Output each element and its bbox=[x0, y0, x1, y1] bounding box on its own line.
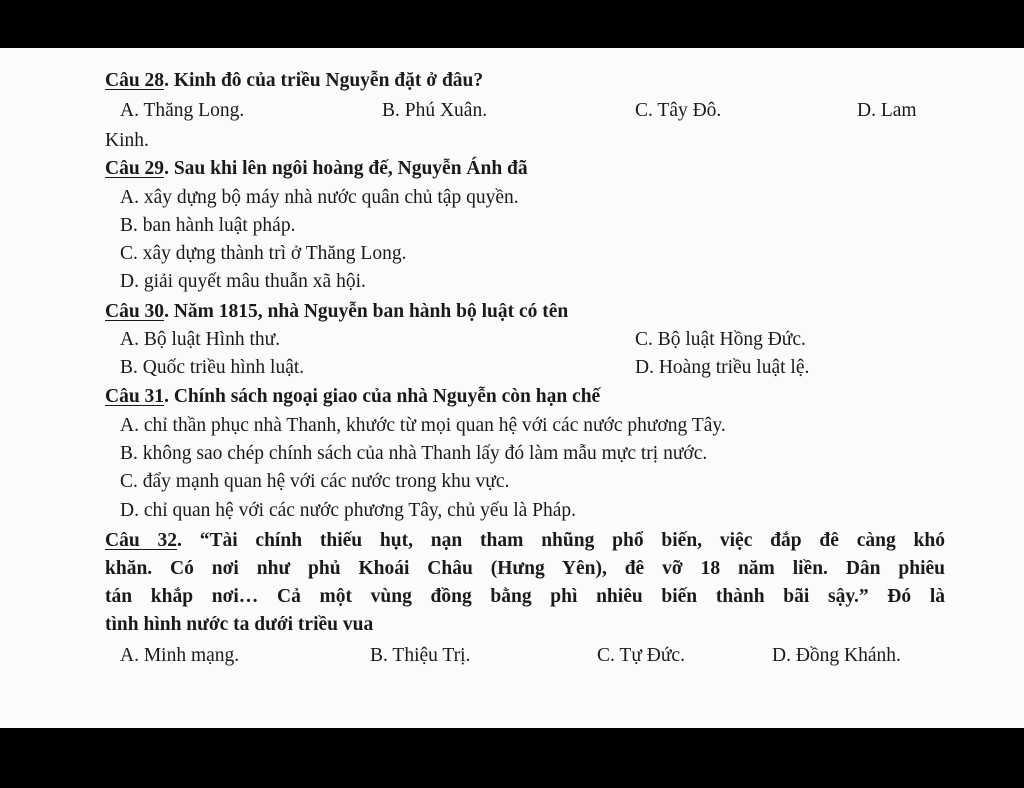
options-row bbox=[0, 643, 1024, 669]
question-text: . Kinh đô của triều Nguyễn đặt ở đâu? bbox=[164, 70, 484, 91]
option-a: A. Bộ luật Hình thư. bbox=[120, 329, 281, 350]
question-28 bbox=[105, 68, 945, 94]
option-c: C. Tự Đức. bbox=[597, 645, 685, 666]
option-d: D. giải quyết mâu thuẫn xã hội. bbox=[120, 271, 366, 292]
option-c: C. Bộ luật Hồng Đức. bbox=[635, 329, 806, 350]
question-number: Câu 28 bbox=[105, 70, 165, 91]
option-a: A. Thăng Long. bbox=[120, 100, 245, 121]
question-number: Câu 30 bbox=[105, 301, 165, 322]
question-text: . Chính sách ngoại giao của nhà Nguyễn còn hạn chế bbox=[164, 386, 601, 407]
option-d-continuation: Kinh. bbox=[105, 130, 149, 151]
option-b: B. ban hành luật pháp. bbox=[120, 215, 296, 236]
option-d: D. Lam bbox=[857, 100, 917, 121]
option-c: C. Tây Đô. bbox=[635, 100, 722, 121]
option-d: D. Hoàng triều luật lệ. bbox=[635, 357, 810, 378]
question-text-line: khăn. Có nơi như phủ Khoái Châu (Hưng Yên), đê vỡ 18 năm liền. Dân phiêu bbox=[105, 558, 945, 579]
options-row bbox=[0, 355, 1024, 381]
question-30 bbox=[105, 299, 945, 325]
option-c: C. đẩy mạnh quan hệ với các nước trong khu vực. bbox=[120, 471, 510, 492]
option-a: A. chỉ thần phục nhà Thanh, khước từ mọi quan hệ với các nước phương Tây. bbox=[120, 415, 726, 436]
question-32 bbox=[105, 528, 945, 554]
question-text: . Năm 1815, nhà Nguyễn ban hành bộ luật có tên bbox=[164, 301, 569, 322]
question-number: Câu 32 bbox=[105, 530, 177, 551]
option-b: B. Thiệu Trị. bbox=[370, 645, 471, 666]
question-number: Câu 29 bbox=[105, 158, 165, 179]
option-d: D. chỉ quan hệ với các nước phương Tây, chủ yếu là Pháp. bbox=[120, 500, 577, 521]
option-a: A. xây dựng bộ máy nhà nước quân chủ tập quyền. bbox=[120, 187, 519, 208]
option-d: D. Đồng Khánh. bbox=[772, 645, 901, 666]
document-page bbox=[0, 48, 1024, 728]
option-b: B. Quốc triều hình luật. bbox=[120, 357, 305, 378]
option-b: B. không sao chép chính sách của nhà Thanh lấy đó làm mẫu mực trị nước. bbox=[120, 443, 708, 464]
question-text-line: tán khắp nơi… Cả một vùng đồng bằng phì nhiêu biến thành bãi sậy.” Đó là bbox=[105, 586, 945, 607]
option-c: C. xây dựng thành trì ở Thăng Long. bbox=[120, 243, 407, 264]
question-31 bbox=[105, 384, 945, 410]
option-a: A. Minh mạng. bbox=[120, 645, 240, 666]
question-text: . Sau khi lên ngôi hoàng đế, Nguyễn Ánh đã bbox=[164, 158, 528, 179]
question-text-line: tình hình nước ta dưới triều vua bbox=[105, 614, 374, 635]
options-row bbox=[0, 98, 1024, 124]
option-b: B. Phú Xuân. bbox=[382, 100, 488, 121]
options-row bbox=[0, 327, 1024, 353]
question-text-line: . “Tài chính thiếu hụt, nạn tham nhũng phổ biến, việc đắp đê càng khó bbox=[177, 530, 945, 551]
question-29 bbox=[105, 156, 945, 182]
question-number: Câu 31 bbox=[105, 386, 165, 407]
